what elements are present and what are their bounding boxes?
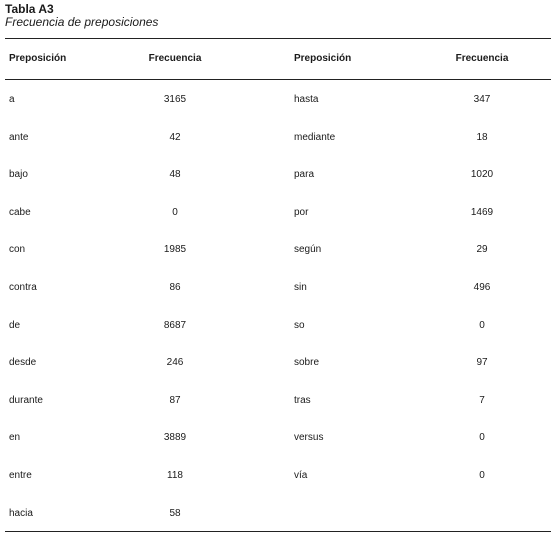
table-cell-preposicion-right: por (294, 206, 309, 218)
table-title: Tabla A3 (5, 2, 54, 16)
table-cell-frecuencia-right: 0 (479, 319, 485, 331)
table-cell-preposicion-right: hasta (294, 94, 319, 105)
table-bottom-rule (5, 531, 551, 532)
table-cell-preposicion-left: a (9, 94, 15, 105)
table-cell-frecuencia-left: 42 (169, 131, 181, 143)
table-cell-preposicion-left: desde (9, 357, 37, 369)
table-cell-frecuencia-left: 87 (169, 394, 181, 406)
table-cell-frecuencia-right: 1020 (470, 169, 494, 181)
table-cell-preposicion-left: bajo (9, 169, 28, 181)
table-cell-frecuencia-left: 0 (172, 206, 178, 218)
table-cell-preposicion-right: mediante (294, 131, 336, 143)
table-cell-preposicion-right: so (294, 319, 305, 331)
table-cell-frecuencia-left: 48 (169, 169, 181, 181)
table-cell-frecuencia-left: 1985 (163, 244, 187, 256)
header-preposicion-1: Preposición (9, 53, 67, 64)
table-cell-preposicion-left: cabe (9, 206, 31, 218)
header-frecuencia-1: Frecuencia (148, 53, 202, 64)
table-cell-preposicion-left: contra (9, 282, 37, 293)
table-cell-frecuencia-left: 3889 (163, 432, 187, 444)
table-cell-preposicion-right: sobre (294, 357, 320, 369)
table-cell-frecuencia-right: 18 (476, 131, 488, 143)
table-cell-preposicion-right: sin (294, 282, 307, 293)
table-cell-preposicion-right: para (294, 169, 315, 181)
table-cell-preposicion-left: entre (9, 470, 32, 481)
table-cell-frecuencia-right: 0 (479, 432, 485, 444)
table-cell-preposicion-left: ante (9, 131, 29, 143)
table-cell-frecuencia-right: 347 (473, 94, 491, 105)
table-cell-preposicion-left: de (9, 319, 21, 331)
table-cell-frecuencia-left: 86 (169, 282, 181, 293)
table-cell-preposicion-left: con (9, 244, 26, 256)
table-cell-frecuencia-left: 8687 (163, 319, 187, 331)
table-cell-frecuencia-right: 496 (473, 282, 491, 293)
table-cell-frecuencia-right: 1469 (470, 206, 494, 218)
table-cell-preposicion-left: hacia (9, 507, 33, 519)
table-cell-preposicion-left: en (9, 432, 21, 444)
table-figure (5, 0, 552, 535)
table-cell-frecuencia-left: 246 (166, 357, 184, 369)
table-top-rule (5, 38, 551, 39)
header-frecuencia-2: Frecuencia (455, 53, 509, 64)
table-subtitle: Frecuencia de preposiciones (5, 15, 159, 29)
table-cell-preposicion-right: versus (294, 432, 324, 444)
table-cell-frecuencia-right: 29 (476, 244, 488, 256)
table-cell-frecuencia-right: 7 (479, 394, 485, 406)
table-cell-frecuencia-left: 58 (169, 507, 181, 519)
table-header-rule (5, 79, 551, 80)
table-cell-preposicion-right: según (294, 244, 322, 256)
table-cell-frecuencia-left: 118 (167, 470, 183, 481)
table-cell-frecuencia-right: 97 (476, 357, 488, 369)
table-cell-preposicion-left: durante (9, 394, 43, 406)
table-cell-preposicion-right: tras (294, 394, 311, 406)
table-cell-preposicion-right: vía (294, 470, 308, 481)
header-preposicion-2: Preposición (294, 53, 352, 64)
table-cell-frecuencia-left: 3165 (163, 94, 187, 105)
table-cell-frecuencia-right: 0 (479, 470, 485, 481)
